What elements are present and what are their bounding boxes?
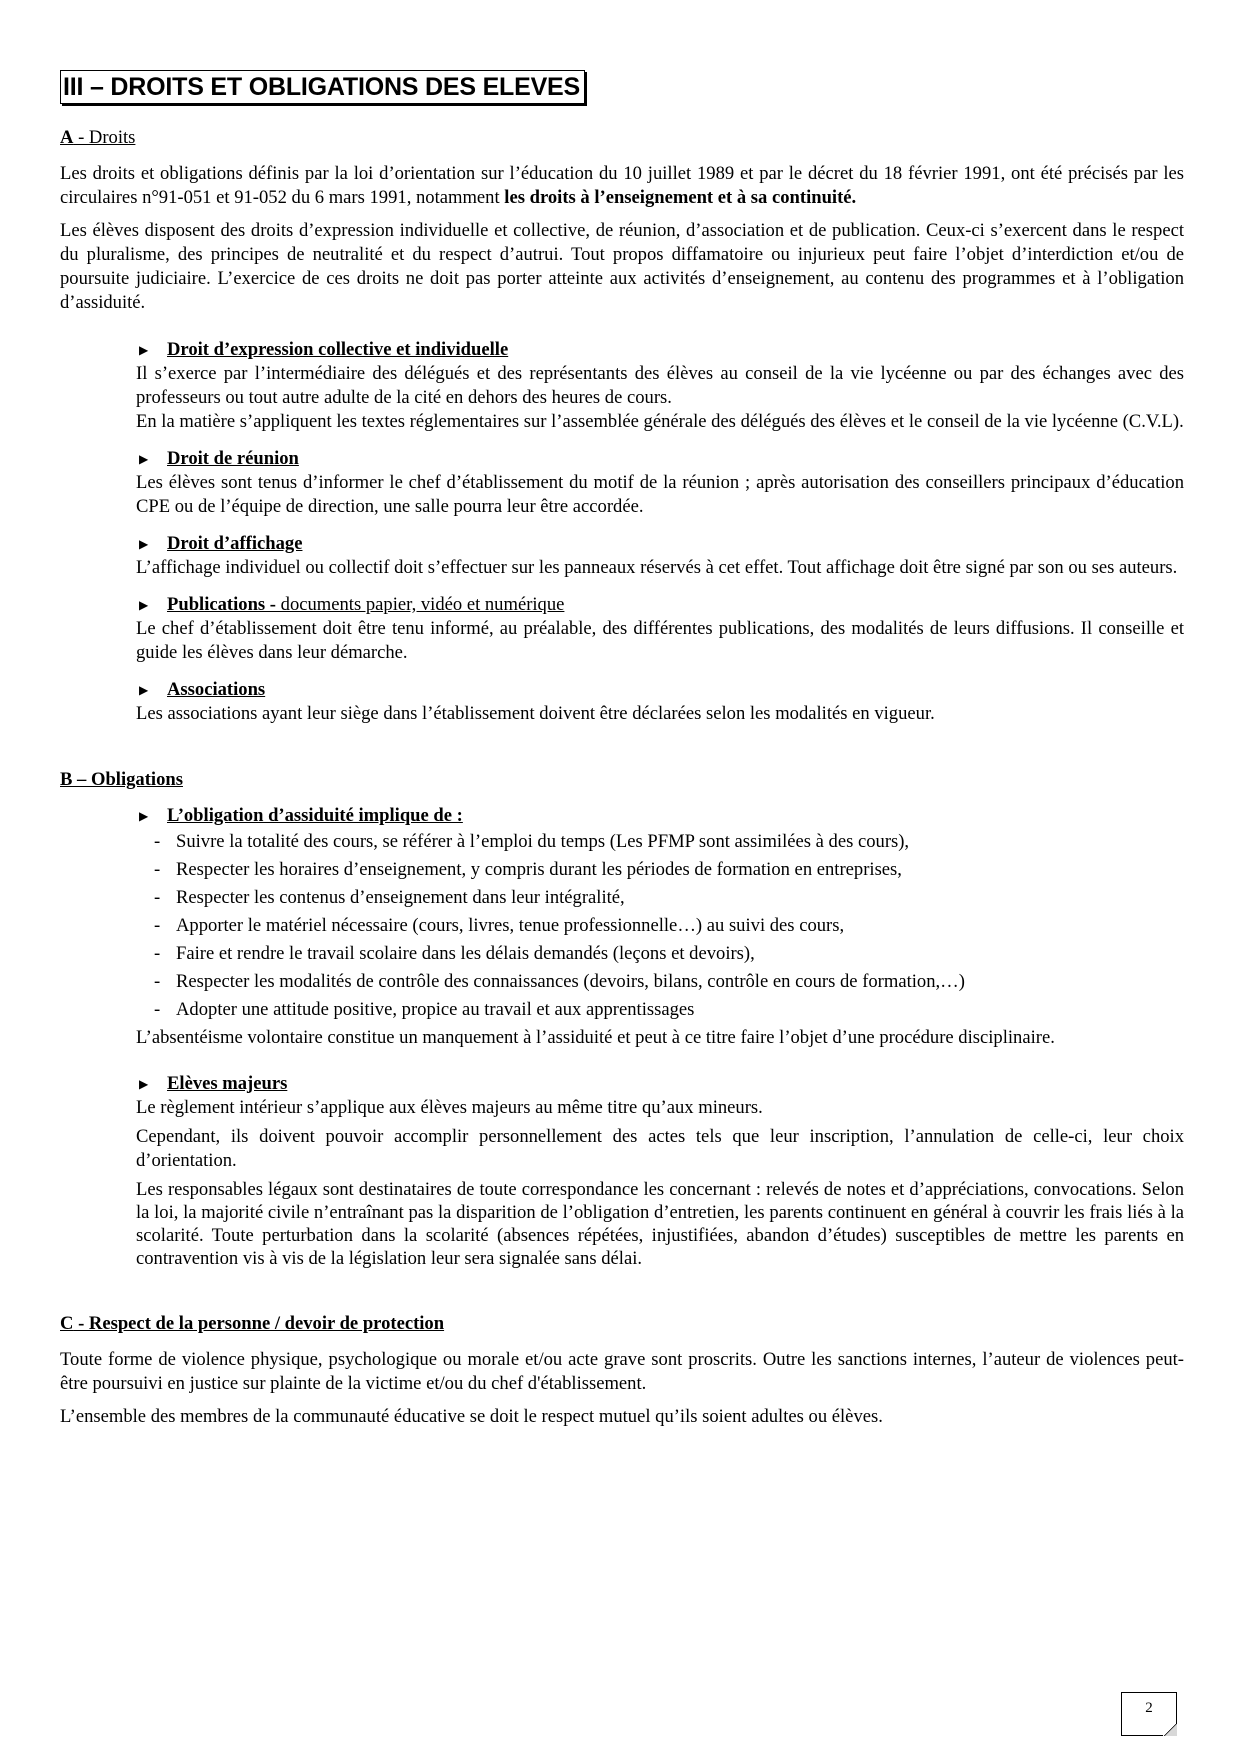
subheading-affichage — [136, 532, 1184, 556]
paragraph-majeurs-2: Cependant, ils doivent pouvoir accomplir personnellement des actes tels que leur inscription, l’annulation de celle-ci, leur choix d’orientation. — [136, 1126, 1184, 1171]
triangle-bullet-icon: ▶ — [139, 452, 149, 466]
paragraph-associations: Les associations ayant leur siège dans l’établissement doivent être déclarées selon les modalités en vigueur. — [136, 703, 935, 724]
section-c-heading — [60, 1312, 1184, 1336]
subheading-publications-bold: Publications - — [167, 594, 276, 615]
paragraph-majeurs-3: Les responsables légaux sont destinataires de toute correspondance les concernant : relevés de notes et d’appréciations, convocations. Selon la loi, la majorité civile n’entraînant pas la disparition de l’obligation d’entretien, les parents continuent en général à couvrir les frais liés à la scolarité. Toute perturbation dans la scolarité (absences répétées, injustifiées, abandon d’études) susceptibles de mettre les parents en contravention vis à vis de la législation leur sera signalée sans délai. — [136, 1179, 1184, 1269]
list-item: - Adopter une attitude positive, propice au travail et aux apprentissages — [136, 996, 1184, 1024]
paragraph-affichage: L’affichage individuel ou collectif doit s’effectuer sur les panneaux réservés à cet effet. Tout affichage doit être signé par son ou ses auteurs. — [136, 557, 1178, 578]
subheading-assiduite — [136, 804, 1184, 828]
paragraph-droits-expression: Les élèves disposent des droits d’expression individuelle et collective, de réunion, d’association et de publication. Ceux-ci s’exercent dans le respect du pluralisme, des principes de neutralité et du respect d’autrui. Tout propos diffamatoire ou injurieux peut faire l’objet d’interdiction et/ou de poursuite judiciaire. L’exercice de ces droits ne doit pas porter atteinte aux activités d’enseignement, au contenu des programmes et à l’obligation d’assiduité. — [60, 220, 1184, 313]
subheading-expression-text: Droit d’expression collective et individuelle — [167, 339, 509, 360]
subheading-reunion-text: Droit de réunion — [167, 448, 299, 469]
triangle-bullet-icon: ▶ — [139, 1077, 149, 1091]
subsection-expression — [60, 338, 1184, 434]
paragraph-publications: Le chef d’établissement doit être tenu informé, au préalable, des différentes publications, des modalités de leurs diffusions. Il conseille et guide les élèves dans leur démarche. — [136, 618, 1184, 663]
triangle-bullet-icon: ▶ — [139, 537, 149, 551]
triangle-bullet-icon: ▶ — [139, 343, 149, 357]
subheading-majeurs — [136, 1072, 1184, 1096]
section-respect — [60, 1312, 1184, 1429]
section-droits — [60, 126, 1184, 726]
subsection-publications — [60, 593, 1184, 665]
subheading-publications — [136, 593, 1184, 617]
subheading-assiduite-text: L’obligation d’assiduité implique de : — [167, 805, 463, 826]
paragraph-reunion: Les élèves sont tenus d’informer le chef d’établissement du motif de la réunion ; après autorisation des conseillers principaux d’éducation CPE ou de l’équipe de direction, une salle pourra leur être accordée. — [136, 472, 1184, 517]
section-obligations — [60, 768, 1184, 1270]
section-a-letter: A — [60, 127, 74, 148]
subsection-affichage — [60, 532, 1184, 580]
subheading-associations — [136, 678, 1184, 702]
triangle-bullet-icon: ▶ — [139, 683, 149, 697]
section-c-letter: C — [60, 1313, 74, 1334]
subheading-affichage-text: Droit d’affichage — [167, 533, 303, 554]
page-number: 2 — [1121, 1692, 1177, 1736]
paragraph-expression-2: En la matière s’appliquent les textes réglementaires sur l’assemblée générale des délégués des élèves et le conseil de la vie lycéenne (C.V.L). — [136, 411, 1184, 432]
section-a-heading — [60, 126, 1184, 150]
list-item: - Suivre la totalité des cours, se référer à l’emploi du temps (Les PFMP sont assimilées à des cours), — [136, 828, 1184, 856]
paragraph-expression-1: Il s’exerce par l’intermédiaire des délégués et des représentants des élèves au conseil de la vie lycéenne ou par des échanges avec des professeurs ou tout autre adulte de la cité en dehors des heures de cours. — [136, 363, 1184, 408]
subsection-reunion — [60, 447, 1184, 519]
section-b-heading: B – Obligations — [60, 769, 183, 790]
subsection-assiduite — [60, 804, 1184, 1050]
list-item: - Respecter les modalités de contrôle des connaissances (devoirs, bilans, contrôle en cours de formation,…) — [136, 968, 1184, 996]
paragraph-intro-droits — [60, 162, 1184, 210]
subheading-reunion — [136, 447, 1184, 471]
subheading-publications-text — [167, 593, 564, 617]
paragraph-absenteisme: L’absentéisme volontaire constitue un manquement à l’assiduité et peut à ce titre faire l’objet d’une procédure disciplinaire. — [136, 1027, 1055, 1048]
subsection-associations — [60, 678, 1184, 726]
assiduite-list — [136, 828, 1184, 1024]
subheading-expression — [136, 338, 1184, 362]
page-title: III – DROITS ET OBLIGATIONS DES ELEVES — [60, 70, 585, 104]
section-a-heading-text: - Droits — [73, 127, 136, 148]
paragraph-respect-mutuel: L’ensemble des membres de la communauté éducative se doit le respect mutuel qu’ils soient adultes ou élèves. — [60, 1406, 883, 1427]
document-page — [60, 70, 1184, 1429]
list-item: - Apporter le matériel nécessaire (cours, livres, tenue professionnelle…) au suivi des cours, — [136, 912, 1184, 940]
subheading-associations-text: Associations — [167, 679, 266, 700]
list-item: - Faire et rendre le travail scolaire dans les délais demandés (leçons et devoirs), — [136, 940, 1184, 968]
list-item: - Respecter les horaires d’enseignement, y compris durant les périodes de formation en entreprises, — [136, 856, 1184, 884]
subsection-majeurs — [60, 1072, 1184, 1270]
list-item: - Respecter les contenus d’enseignement dans leur intégralité, — [136, 884, 1184, 912]
section-c-heading-text: - Respect de la personne / devoir de protection — [73, 1313, 445, 1334]
triangle-bullet-icon: ▶ — [139, 809, 149, 823]
paragraph-intro-bold: les droits à l’enseignement et à sa continuité. — [504, 187, 857, 208]
paragraph-violence: Toute forme de violence physique, psychologique ou morale et/ou acte grave sont proscrits. Outre les sanctions internes, l’auteur de violences peut-être poursuivi en justice sur plainte de la victime et/ou du chef d'établissement. — [60, 1349, 1184, 1394]
subheading-majeurs-text: Elèves majeurs — [167, 1073, 288, 1094]
paragraph-majeurs-1: Le règlement intérieur s’applique aux élèves majeurs au même titre qu’aux mineurs. — [136, 1097, 763, 1118]
subheading-publications-normal: documents papier, vidéo et numérique — [276, 594, 565, 615]
triangle-bullet-icon: ▶ — [139, 598, 149, 612]
paragraph-intro-text: Les droits et obligations définis par la loi d’orientation sur l’éducation du 10 juillet 1989 et par le décret du 18 février 1991, ont été précisés par les circulaires n°91-051 et 91-052 du 6 mars 1991, notamment — [60, 163, 1184, 208]
